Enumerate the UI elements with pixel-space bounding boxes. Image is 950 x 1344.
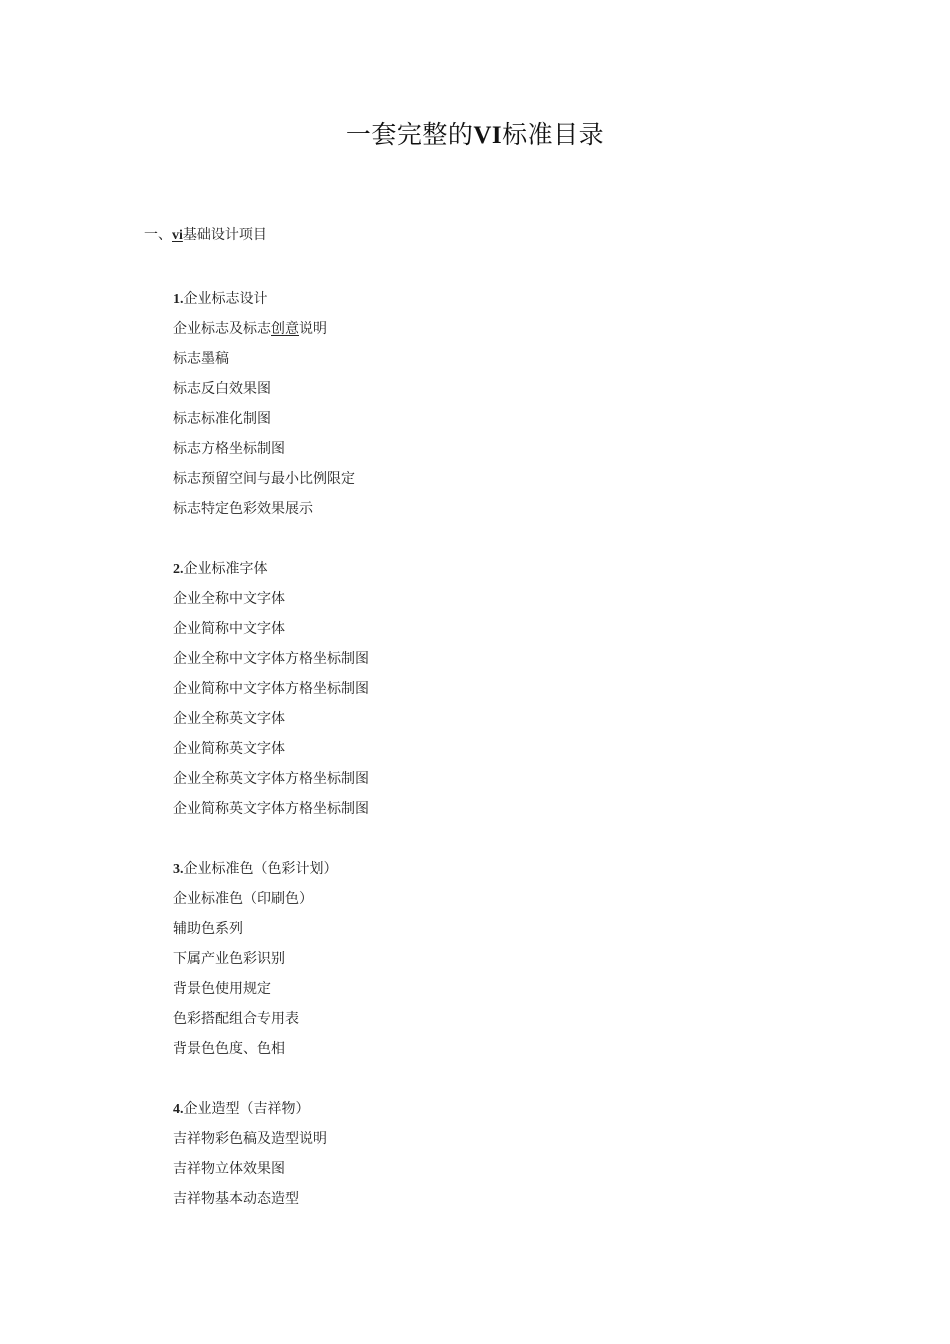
toc-item: 吉祥物基本动态造型 [173, 1191, 299, 1207]
toc-group-logo [173, 284, 773, 524]
group-title-text: 企业标志设计 [183, 291, 268, 307]
title-suffix: 标准目录 [502, 120, 605, 149]
toc-item: 企业全称英文字体 [173, 711, 285, 727]
group-title-text: 企业标准字体 [183, 561, 268, 577]
toc-item: 企业全称中文字体方格坐标制图 [173, 651, 369, 667]
group-title [173, 554, 773, 584]
toc-group-typeface [173, 554, 773, 824]
section-heading [144, 224, 267, 247]
group-number: 4. [173, 1102, 184, 1117]
section-prefix: 一、 [144, 227, 172, 243]
toc-item: 下属产业色彩识别 [173, 951, 285, 967]
toc-item: 企业标准色（印刷色） [173, 891, 313, 907]
toc-item: 企业标志及标志创意说明 [173, 321, 327, 337]
toc-item: 吉祥物彩色稿及造型说明 [173, 1131, 327, 1147]
toc-item: 企业简称中文字体方格坐标制图 [173, 681, 369, 697]
toc-item: 标志标准化制图 [173, 411, 271, 427]
section-vi-mark: vi [172, 228, 183, 243]
document-title [0, 115, 950, 156]
toc-item: 标志特定色彩效果展示 [173, 501, 313, 517]
group-title [173, 854, 773, 884]
toc-item: 标志墨稿 [173, 351, 229, 367]
toc-item: 辅助色系列 [173, 921, 243, 937]
toc-item: 企业简称英文字体 [173, 741, 285, 757]
group-number: 1. [173, 292, 184, 307]
title-prefix: 一套完整的 [345, 120, 474, 149]
toc-item: 企业全称中文字体 [173, 591, 285, 607]
toc-item: 背景色使用规定 [173, 981, 271, 997]
title-bold: VI [473, 122, 503, 149]
group-number: 2. [173, 562, 184, 577]
group-title [173, 1094, 773, 1124]
toc-item: 标志方格坐标制图 [173, 441, 285, 457]
toc-item: 企业简称英文字体方格坐标制图 [173, 801, 369, 817]
group-number: 3. [173, 862, 184, 877]
toc-item: 吉祥物立体效果图 [173, 1161, 285, 1177]
group-title [173, 284, 773, 314]
toc-item: 标志预留空间与最小比例限定 [173, 471, 355, 487]
toc-groups [173, 284, 773, 1244]
toc-item: 色彩搭配组合专用表 [173, 1011, 299, 1027]
toc-group-mascot [173, 1094, 773, 1214]
group-title-text: 企业造型（吉祥物） [183, 1101, 310, 1117]
toc-item: 背景色色度、色相 [173, 1041, 285, 1057]
section-suffix: 基础设计项目 [182, 227, 267, 243]
toc-item: 企业简称中文字体 [173, 621, 285, 637]
toc-group-color [173, 854, 773, 1064]
group-title-text: 企业标准色（色彩计划） [183, 861, 338, 877]
toc-item: 标志反白效果图 [173, 381, 271, 397]
toc-item: 企业全称英文字体方格坐标制图 [173, 771, 369, 787]
